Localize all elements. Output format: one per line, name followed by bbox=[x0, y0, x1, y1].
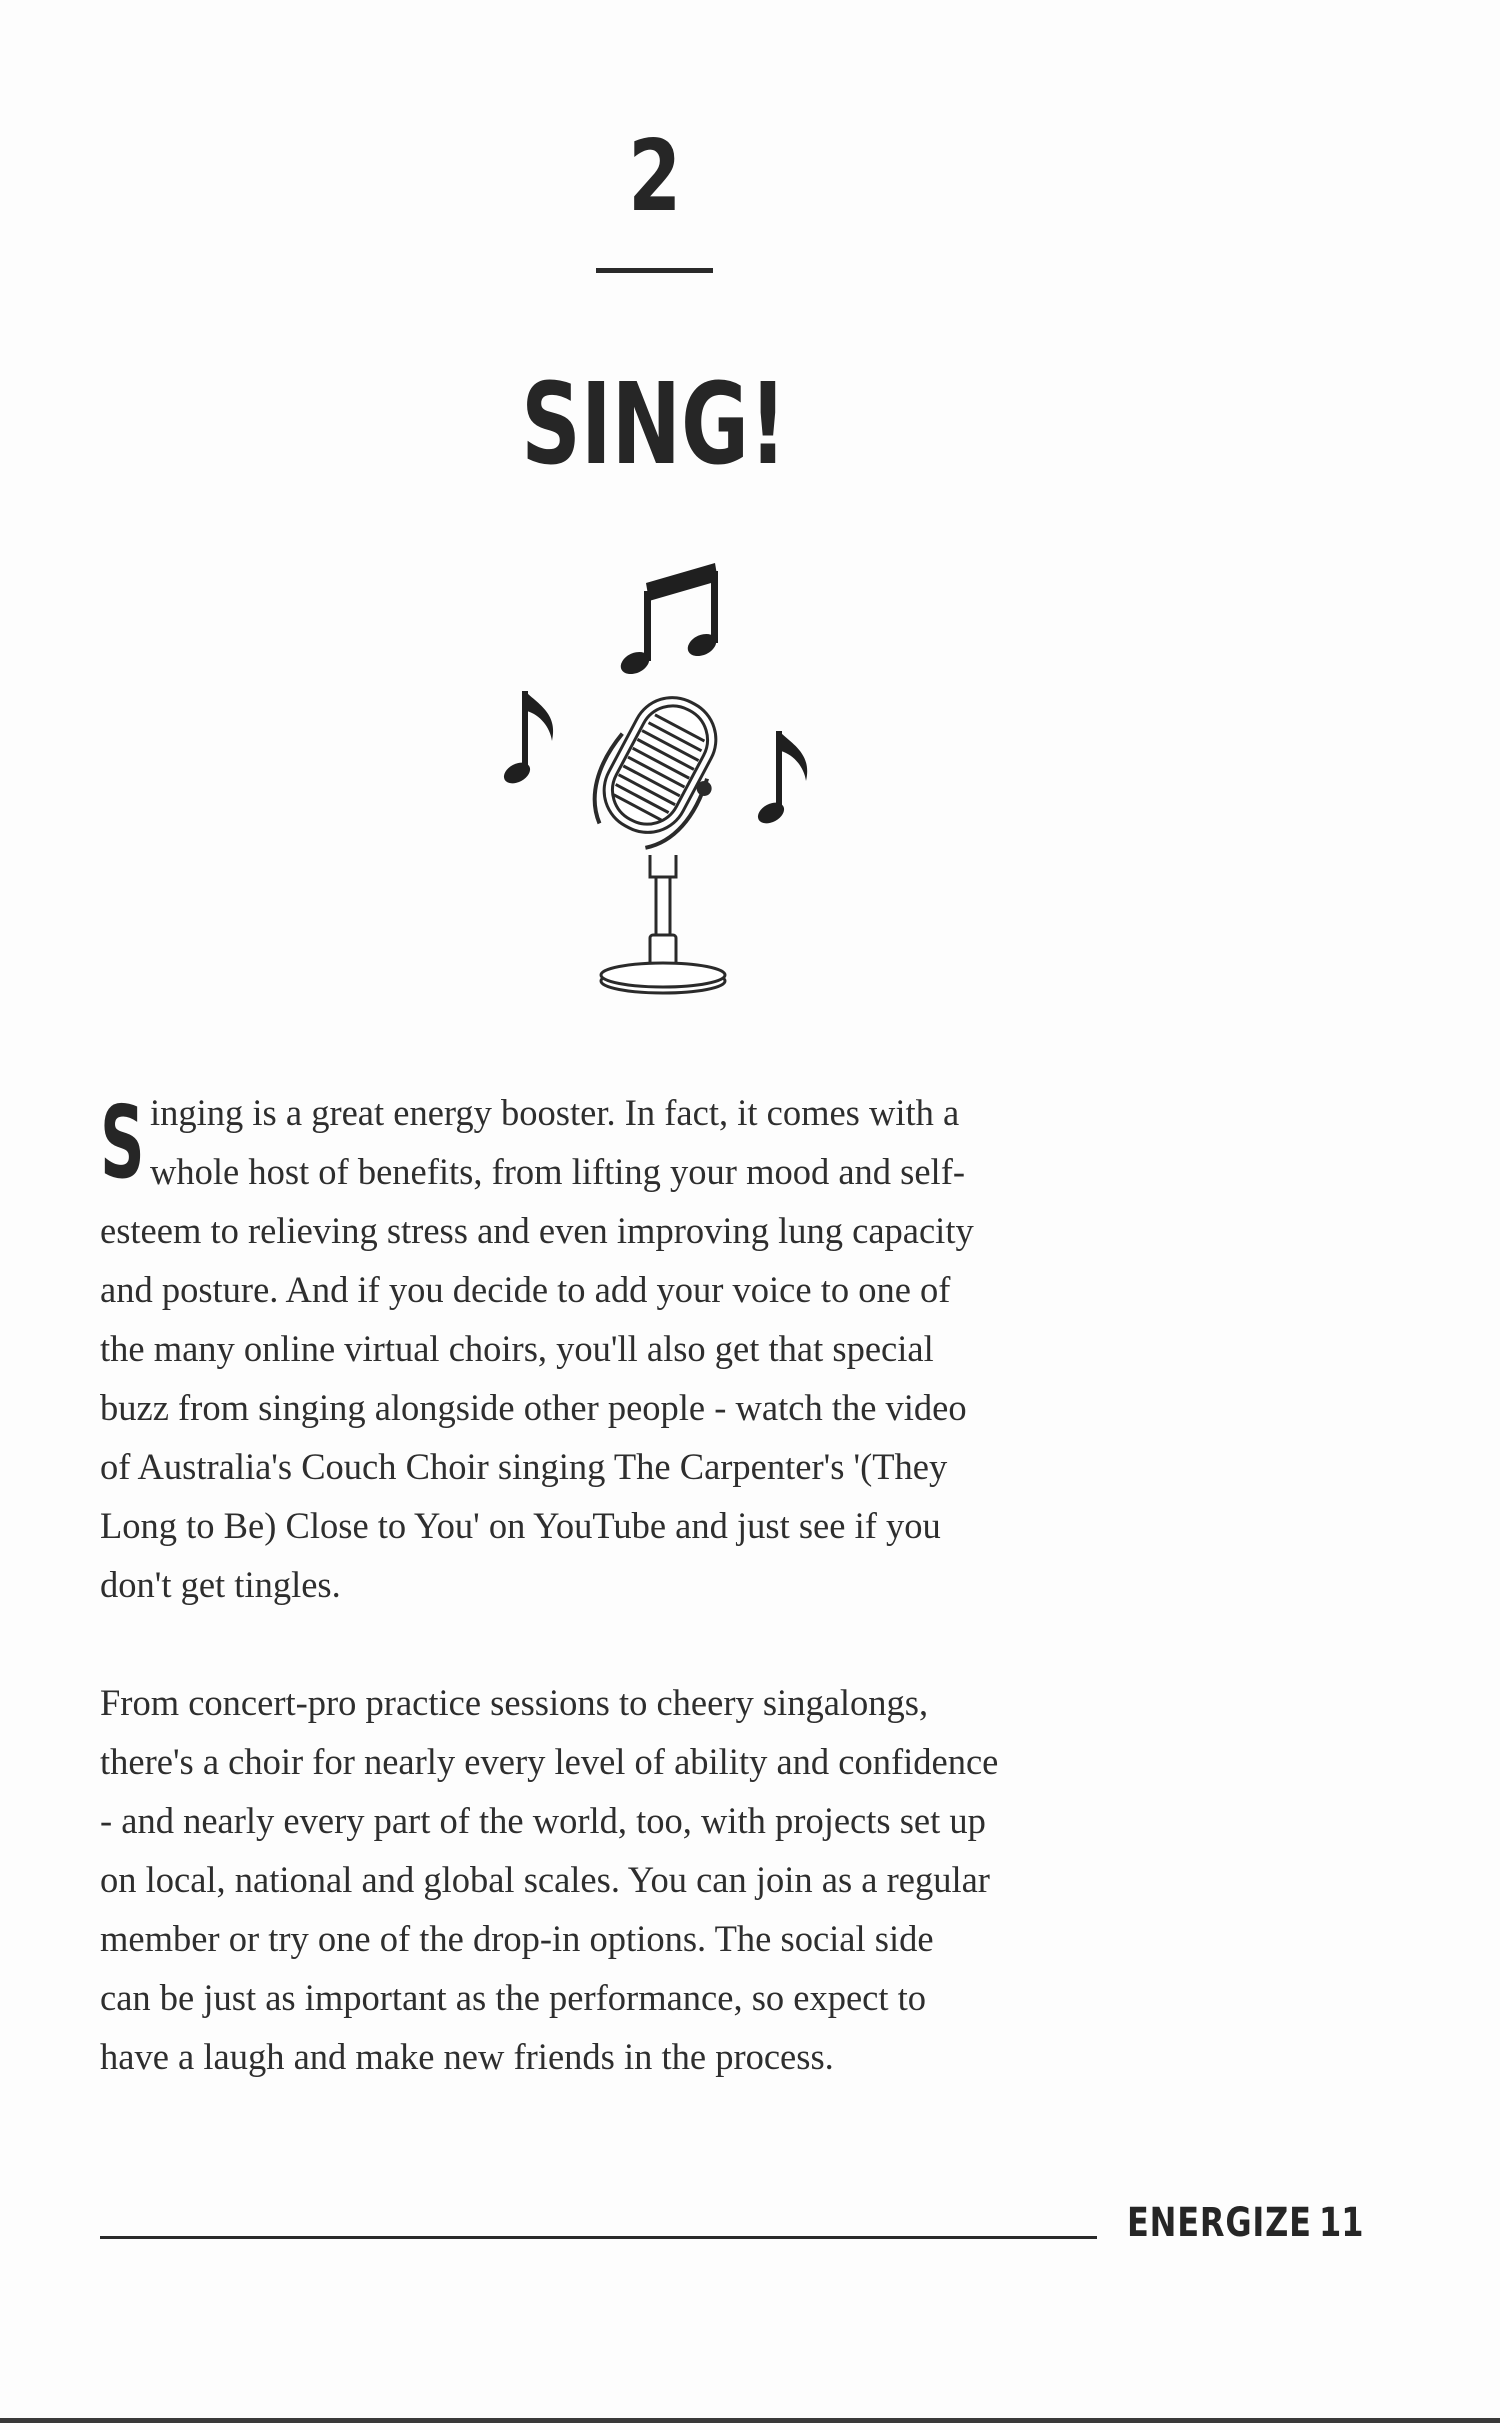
chapter-title: SING! bbox=[521, 360, 787, 490]
text-line: there's a choir for nearly every level of ability and confidence bbox=[100, 1741, 999, 1782]
eighth-note-icon bbox=[754, 731, 807, 828]
text-line: have a laugh and make new friends in the process. bbox=[100, 2036, 834, 2077]
body-text bbox=[100, 1083, 1210, 2145]
microphone-icon bbox=[577, 679, 742, 993]
paragraph bbox=[100, 1673, 1210, 2086]
microphone-with-music-notes-icon bbox=[500, 555, 820, 995]
text-line: whole host of benefits, from lifting your mood and self- bbox=[150, 1151, 966, 1192]
footer-rule bbox=[100, 2236, 1097, 2239]
beamed-notes-icon bbox=[617, 563, 720, 678]
chapter-number-underline bbox=[596, 268, 713, 273]
text-line: buzz from singing alongside other people - watch the video bbox=[100, 1387, 967, 1428]
page-bottom-edge bbox=[0, 2418, 1500, 2423]
text-line: esteem to relieving stress and even improving lung capacity bbox=[100, 1210, 974, 1251]
page-number: 11 bbox=[1319, 2200, 1364, 2246]
text-line: can be just as important as the performance, so expect to bbox=[100, 1977, 927, 2018]
eighth-note-icon bbox=[500, 691, 553, 788]
text-line: of Australia's Couch Choir singing The Carpenter's '(They bbox=[100, 1446, 948, 1487]
text-line: Long to Be) Close to You' on YouTube and just see if you bbox=[100, 1505, 941, 1546]
text-line-content: inging is a great energy booster. In fact, it comes with a bbox=[150, 1092, 960, 1133]
chapter-number: 2 bbox=[628, 120, 680, 234]
paragraph bbox=[100, 1083, 1210, 1614]
text-line: and posture. And if you decide to add your voice to one of bbox=[100, 1269, 951, 1310]
text-line: From concert-pro practice sessions to cheery singalongs, bbox=[100, 1682, 929, 1723]
text-line: on local, national and global scales. You can join as a regular bbox=[100, 1859, 990, 1900]
text-line: member or try one of the drop-in options. The social side bbox=[100, 1918, 934, 1959]
running-footer-section: ENERGIZE bbox=[1127, 2200, 1312, 2246]
text-line: don't get tingles. bbox=[100, 1564, 341, 1605]
drop-cap: S bbox=[100, 1084, 145, 1201]
text-line: - and nearly every part of the world, too, with projects set up bbox=[100, 1800, 986, 1841]
text-line: the many online virtual choirs, you'll also get that special bbox=[100, 1328, 934, 1369]
